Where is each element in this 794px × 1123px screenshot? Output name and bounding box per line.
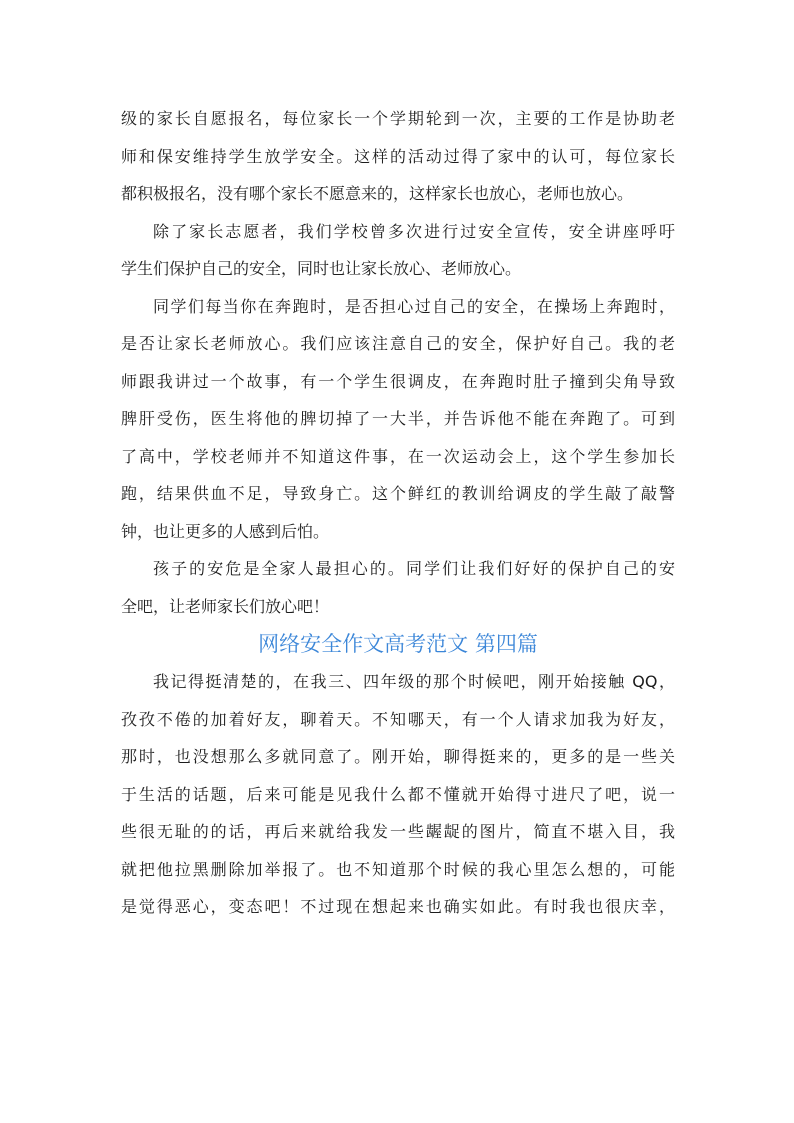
- paragraph: [121, 100, 675, 213]
- text-line: 那时，也没想那么多就同意了。刚开始，聊得挺来的，更多的是一些关: [121, 747, 675, 766]
- text-line: 全吧，让老师家长们放心吧！: [121, 596, 330, 616]
- paragraph: [121, 550, 675, 625]
- text-line: 都积极报名，没有哪个家长不愿意来的，这样家长也放心，老师也放心。: [121, 184, 634, 203]
- text-line: 除了家长志愿者，我们学校曾多次进行过安全宣传，安全讲座呼吁: [153, 221, 675, 241]
- text-line: 钟，也让更多的人感到后怕。: [121, 521, 330, 541]
- text-line: 师跟我讲过一个故事，有一个学生很调皮，在奔跑时肚子撞到尖角导致: [121, 371, 675, 391]
- text-line: 级的家长自愿报名，每位家长一个学期轮到一次，主要的工作是协助老: [121, 109, 675, 128]
- text-line: 我记得挺清楚的，在我三、四年级的那个时候吧，刚开始接触 QQ，: [153, 672, 675, 691]
- text-line: 些很无耻的的话，再后来就给我发一些龌龊的图片，简直不堪入目，我: [121, 822, 675, 841]
- paragraphs-after: [121, 663, 675, 926]
- section-heading: 网络安全作文高考范文 第四篇: [258, 632, 538, 656]
- text-line: 就把他拉黑删除加举报了。也不知道那个时候的我心里怎么想的，可能: [121, 859, 675, 879]
- paragraphs-before: [121, 100, 675, 625]
- document-body: [121, 100, 675, 926]
- paragraph: [121, 663, 675, 926]
- text-line: 孜孜不倦的加着好友，聊着天。不知哪天，有一个人请求加我为好友，: [121, 709, 675, 729]
- text-line: 脾肝受伤，医生将他的脾切掉了一大半，并告诉他不能在奔跑了。可到: [121, 409, 675, 428]
- text-line: 是觉得恶心，变态吧！不过现在想起来也确实如此。有时我也很庆幸，: [121, 897, 675, 916]
- paragraph: [121, 213, 675, 288]
- paragraph: [121, 288, 675, 551]
- text-line: 于生活的话题，后来可能是见我什么都不懂就开始得寸进尺了吧，说一: [121, 784, 675, 804]
- text-line: 是否让家长老师放心。我们应该注意自己的安全，保护好自己。我的老: [121, 334, 675, 353]
- text-line: 了高中，学校老师并不知道这件事，在一次运动会上，这个学生参加长: [121, 446, 675, 466]
- text-line: 学生们保护自己的安全，同时也让家长放心、老师放心。: [121, 259, 522, 278]
- text-line: 跑，结果供血不足，导致身亡。这个鲜红的教训给调皮的学生敲了敲警: [121, 484, 675, 503]
- text-line: 孩子的安危是全家人最担心的。同学们让我们好好的保护自己的安: [153, 559, 675, 578]
- text-line: 师和保安维持学生放学安全。这样的活动过得了家中的认可，每位家长: [121, 146, 675, 166]
- text-line: 同学们每当你在奔跑时，是否担心过自己的安全，在操场上奔跑时，: [153, 296, 675, 316]
